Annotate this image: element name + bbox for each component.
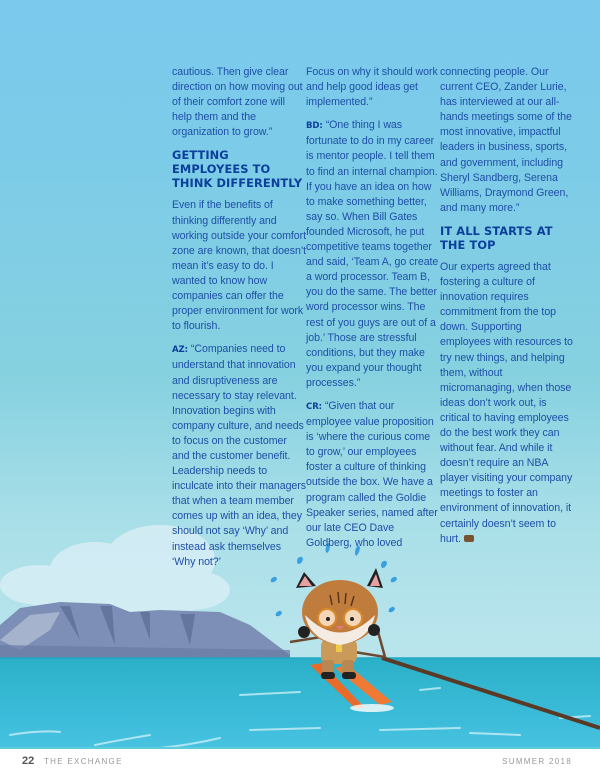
- page-footer: [0, 749, 600, 776]
- tow-rope: [382, 658, 600, 728]
- article-column-2: [306, 65, 441, 559]
- closing-paragraph: [440, 260, 575, 547]
- article-column-3: [440, 65, 575, 555]
- quote-az: [172, 342, 307, 569]
- quote-cr: [306, 399, 441, 551]
- paragraph-text: Our experts agreed that fostering a culture of innovation requires commitment from the top down. Supporting employees with resources to try new things, and helping them, without micromanaging, when those ideas don’t work out, is critical to having employees do the best work they can without fear. And while it doesn’t require an NBA player visiting your company meetings to foster an environment of innovation, it certainly doesn’t seem to hurt.: [440, 260, 573, 545]
- paragraph: connecting people. Our current CEO, Zander Lurie, has interviewed at our all-hands meetings some of the most innovative, impactful leaders in business, sports, and government, including Sheryl Sandberg, Serena Williams, Draymond Green, and many more.”: [440, 66, 572, 214]
- issue-label: SUMMER 2018: [502, 757, 572, 766]
- speaker-tag: CR:: [306, 401, 323, 412]
- speaker-tag: AZ:: [172, 345, 188, 356]
- paragraph: Even if the benefits of thinking differently and working outside your comfort zone are known, that doesn’t mean it’s easy to do. I wanted to know how companies can offer the proper environment for work to flourish.: [172, 199, 307, 333]
- paragraph: cautious. Then give clear direction on how moving out of their comfort zone will help them and the organization to grow.”: [172, 66, 303, 139]
- article-column-1: [172, 65, 307, 578]
- publication-name: THE EXCHANGE: [44, 757, 123, 766]
- paragraph: Focus on why it should work and help good ideas get implemented.”: [306, 66, 438, 109]
- bobcat-mascot: [296, 568, 383, 679]
- quote-text: “One thing I was fortunate to do in my career is mentor people. I tell them to find an internal champion. If you have an idea on how to make something better, say so. When Bill Gates founded Microsoft, he put competitive teams together and said, ‘Team A, go create a word processor. Team B, you do the same. The better word processor wins. The rest of you guys are out of a job.’ Those are stressful conditions, but they make you expand your thought processes.”: [306, 119, 439, 389]
- end-of-article-icon: [464, 535, 474, 542]
- speaker-tag: BD:: [306, 121, 323, 132]
- section-heading-getting-employees: GETTING EMPLOYEES TO THINK DIFFERENTLY: [172, 148, 303, 191]
- quote-text: “Given that our employee value proposition is ‘where the curious come to grow,’ our employees foster a culture of thinking outside the box. We have a program called the Goldie Speaker series, named after our late CEO Dave Goldberg, who loved: [306, 399, 438, 549]
- section-heading-it-all-starts: IT ALL STARTS AT THE TOP: [440, 223, 553, 252]
- quote-bd: [306, 118, 441, 391]
- page-number: 22: [22, 755, 35, 767]
- quote-text: “Companies need to understand that innovation and disruptiveness are necessary to stay relevant. Innovation begins with company culture, and needs to focus on the customer and the customer benefit. Leadership needs to inculcate into their managers that when a team member comes up with an idea, they should not say ‘Why’ and instead ask themselves ‘Why not?’: [172, 343, 306, 568]
